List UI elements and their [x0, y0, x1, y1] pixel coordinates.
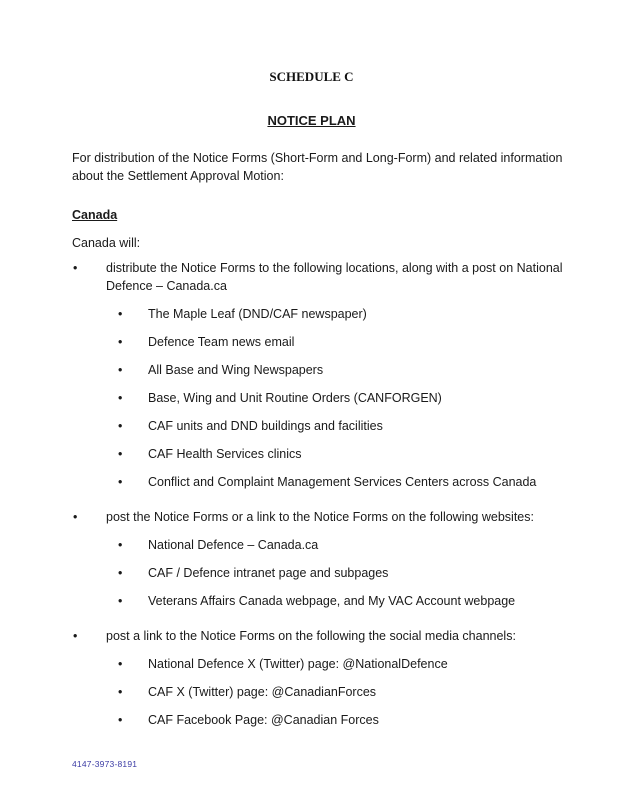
schedule-title: SCHEDULE C [269, 69, 354, 84]
bullet-text: CAF X (Twitter) page: @CanadianForces [148, 685, 377, 699]
bullet-item-level2 [72, 389, 568, 407]
bullet-text-block [106, 508, 568, 526]
bullet-item-level2 [72, 473, 568, 491]
bullet-text: CAF Health Services clinics [148, 447, 302, 461]
bullet-text-block [106, 259, 568, 295]
canada-will-text: Canada will: [72, 236, 141, 250]
bullet-icon: • [73, 510, 78, 524]
bullet-text: Veterans Affairs Canada webpage, and My VAC Account webpage [148, 594, 516, 608]
bullet-item-level2 [72, 683, 568, 701]
bullet-item-level2 [72, 333, 568, 351]
bullet-text-line: post the Notice Forms or a link to the Notice Forms on the following websites: [106, 510, 534, 524]
bullet-text: CAF Facebook Page: @Canadian Forces [148, 713, 379, 727]
bullet-text-line: Defence – Canada.ca [106, 279, 227, 293]
bullet-text-line: post a link to the Notice Forms on the following the social media channels: [106, 629, 516, 643]
bullet-item-level2 [72, 417, 568, 435]
bullet-item-level1 [72, 627, 568, 645]
bullet-text: Defence Team news email [148, 335, 295, 349]
bullet-icon: • [73, 629, 78, 643]
bullet-icon: • [118, 566, 123, 580]
bullet-icon: • [118, 363, 123, 377]
bullet-icon: • [118, 335, 123, 349]
intro-line: about the Settlement Approval Motion: [72, 169, 284, 183]
bullet-text-line: distribute the Notice Forms to the following locations, along with a post on National [106, 261, 563, 275]
bullet-item-level2 [72, 445, 568, 463]
bullet-item-level2 [72, 361, 568, 379]
intro-paragraph [72, 149, 568, 185]
bullet-text: CAF / Defence intranet page and subpages [148, 566, 389, 580]
bullet-item-level2 [72, 305, 568, 323]
notice-plan-title: NOTICE PLAN [267, 113, 356, 128]
bullet-item-level1 [72, 508, 568, 526]
bullet-list [72, 259, 568, 729]
bullet-icon: • [118, 475, 123, 489]
bullet-item-level2 [72, 711, 568, 729]
notice-plan-title-row [0, 112, 623, 130]
canada-heading-row [72, 206, 568, 224]
bullet-text: All Base and Wing Newspapers [148, 363, 324, 377]
bullet-item-level1 [72, 259, 568, 295]
bullet-icon: • [118, 685, 123, 699]
bullet-icon: • [73, 261, 78, 275]
bullet-icon: • [118, 713, 123, 727]
bullet-text-block [106, 627, 568, 645]
document-id-stamp: 4147-3973-8191 [72, 759, 138, 769]
bullet-icon: • [118, 447, 123, 461]
bullet-text: Conflict and Complaint Management Services Centers across Canada [148, 475, 537, 489]
bullet-item-level2 [72, 592, 568, 610]
bullet-item-level2 [72, 564, 568, 582]
bullet-icon: • [118, 391, 123, 405]
bullet-icon: • [118, 307, 123, 321]
bullet-text: CAF units and DND buildings and facilities [148, 419, 383, 433]
bullet-item-level2 [72, 536, 568, 554]
canada-section-heading: Canada [72, 208, 118, 222]
bullet-icon: • [118, 594, 123, 608]
bullet-item-level2 [72, 655, 568, 673]
intro-line: For distribution of the Notice Forms (Short-Form and Long-Form) and related information [72, 151, 563, 165]
bullet-text: National Defence – Canada.ca [148, 538, 319, 552]
bullet-text: National Defence X (Twitter) page: @NationalDefence [148, 657, 448, 671]
bullet-text: The Maple Leaf (DND/CAF newspaper) [148, 307, 367, 321]
bullet-text: Base, Wing and Unit Routine Orders (CANFORGEN) [148, 391, 442, 405]
bullet-icon: • [118, 419, 123, 433]
bullet-icon: • [118, 657, 123, 671]
bullet-icon: • [118, 538, 123, 552]
